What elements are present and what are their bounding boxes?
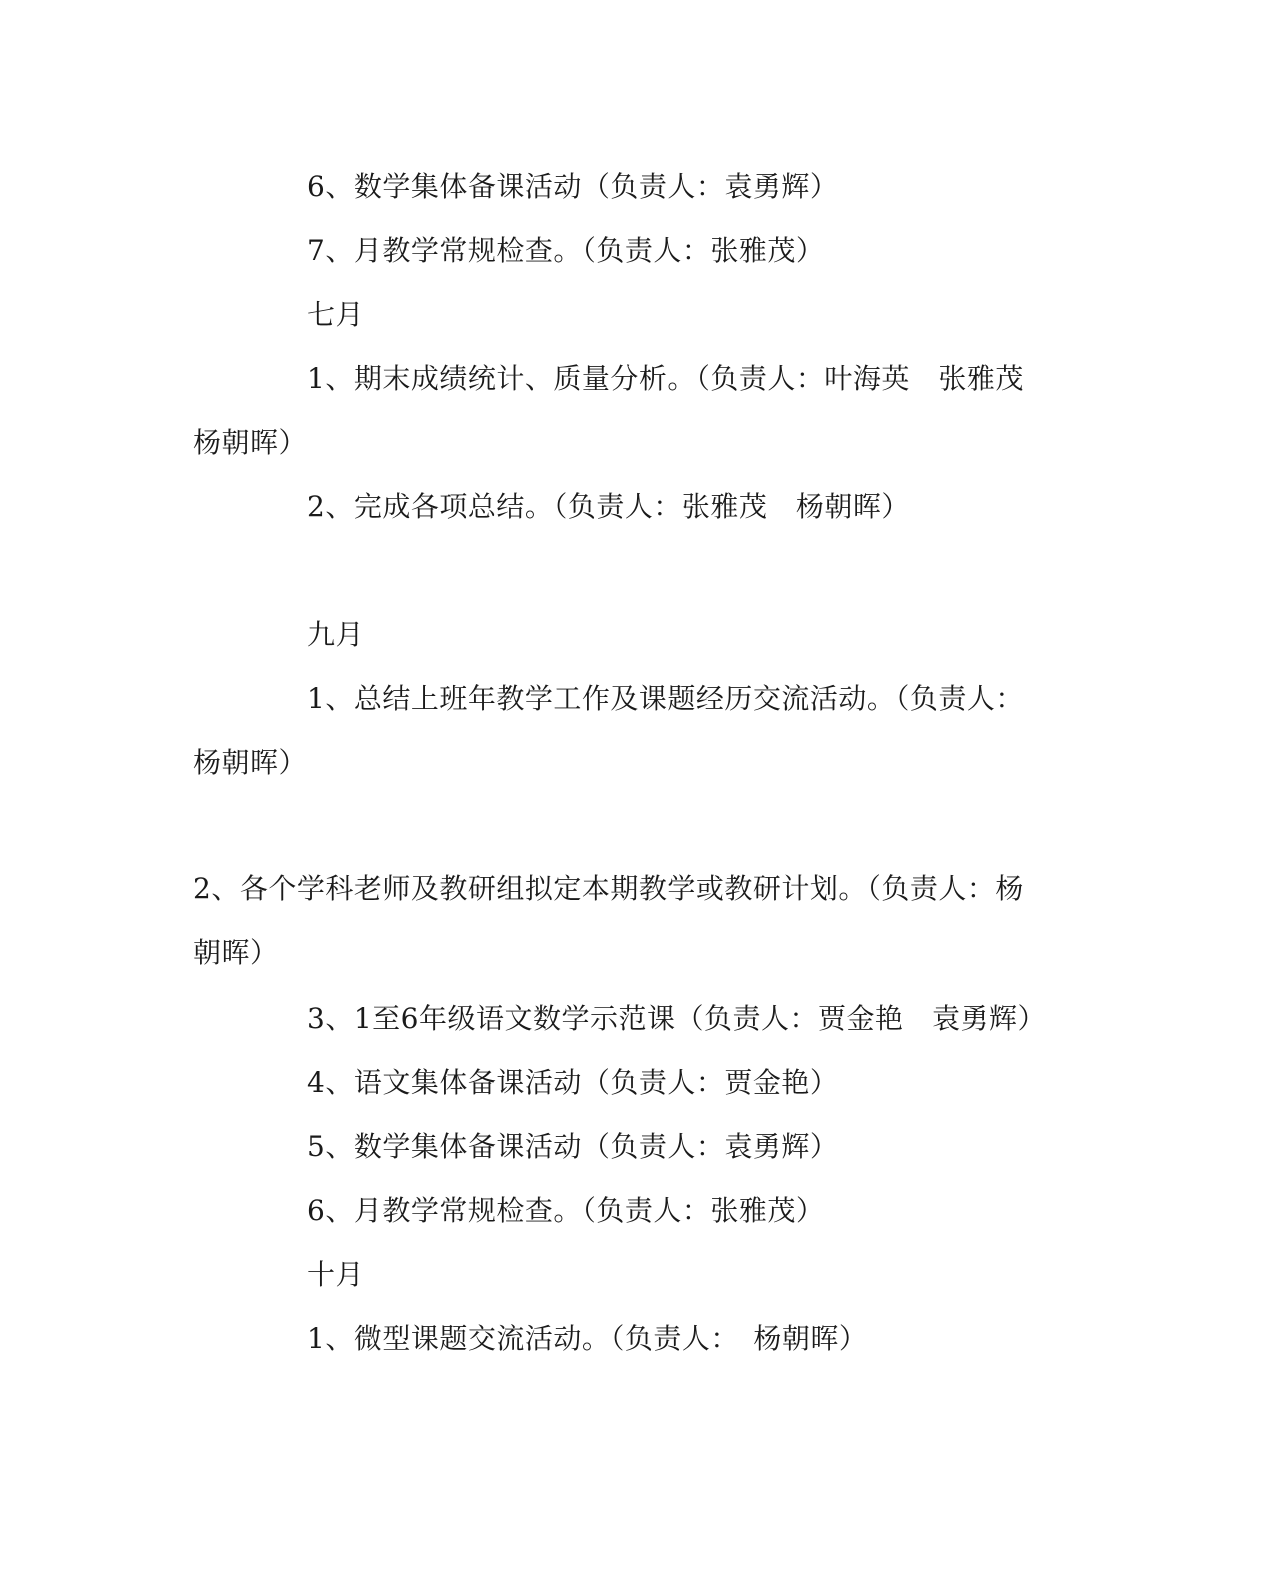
item-summary-exchange: 1、总结上班年教学工作及课题经历交流活动。（负责人： [307,682,1024,715]
item-final-statistics: 1、期末成绩统计、质量分析。（负责人：叶海英 张雅茂 [307,362,1024,395]
item-summaries: 2、完成各项总结。（负责人：张雅茂 杨朝晖） [307,490,910,523]
item-monthly-check: 7、月教学常规检查。（负责人：张雅茂） [307,234,825,267]
month-heading-july: 七月 [307,298,365,331]
item-summary-exchange-continued: 杨朝晖） [193,746,308,779]
month-heading-september: 九月 [307,618,365,651]
item-chinese-lesson-prep: 4、语文集体备课活动（负责人：贾金艳） [307,1066,839,1099]
item-math-lesson-prep-sept: 5、数学集体备课活动（负责人：袁勇辉） [307,1130,839,1163]
item-micro-topic-exchange: 1、微型课题交流活动。（负责人： 杨朝晖） [307,1322,868,1355]
item-demo-lessons: 3、1至6年级语文数学示范课（负责人：贾金艳 袁勇辉） [307,1002,1046,1035]
item-final-statistics-continued: 杨朝晖） [193,426,308,459]
item-math-lesson-prep: 6、数学集体备课活动（负责人：袁勇辉） [307,170,839,203]
item-teaching-plans: 2、各个学科老师及教研组拟定本期教学或教研计划。（负责人：杨 [193,872,1024,905]
month-heading-october: 十月 [307,1258,365,1291]
item-teaching-plans-continued: 朝晖） [193,936,279,969]
item-monthly-check-sept: 6、月教学常规检查。（负责人：张雅茂） [307,1194,825,1227]
